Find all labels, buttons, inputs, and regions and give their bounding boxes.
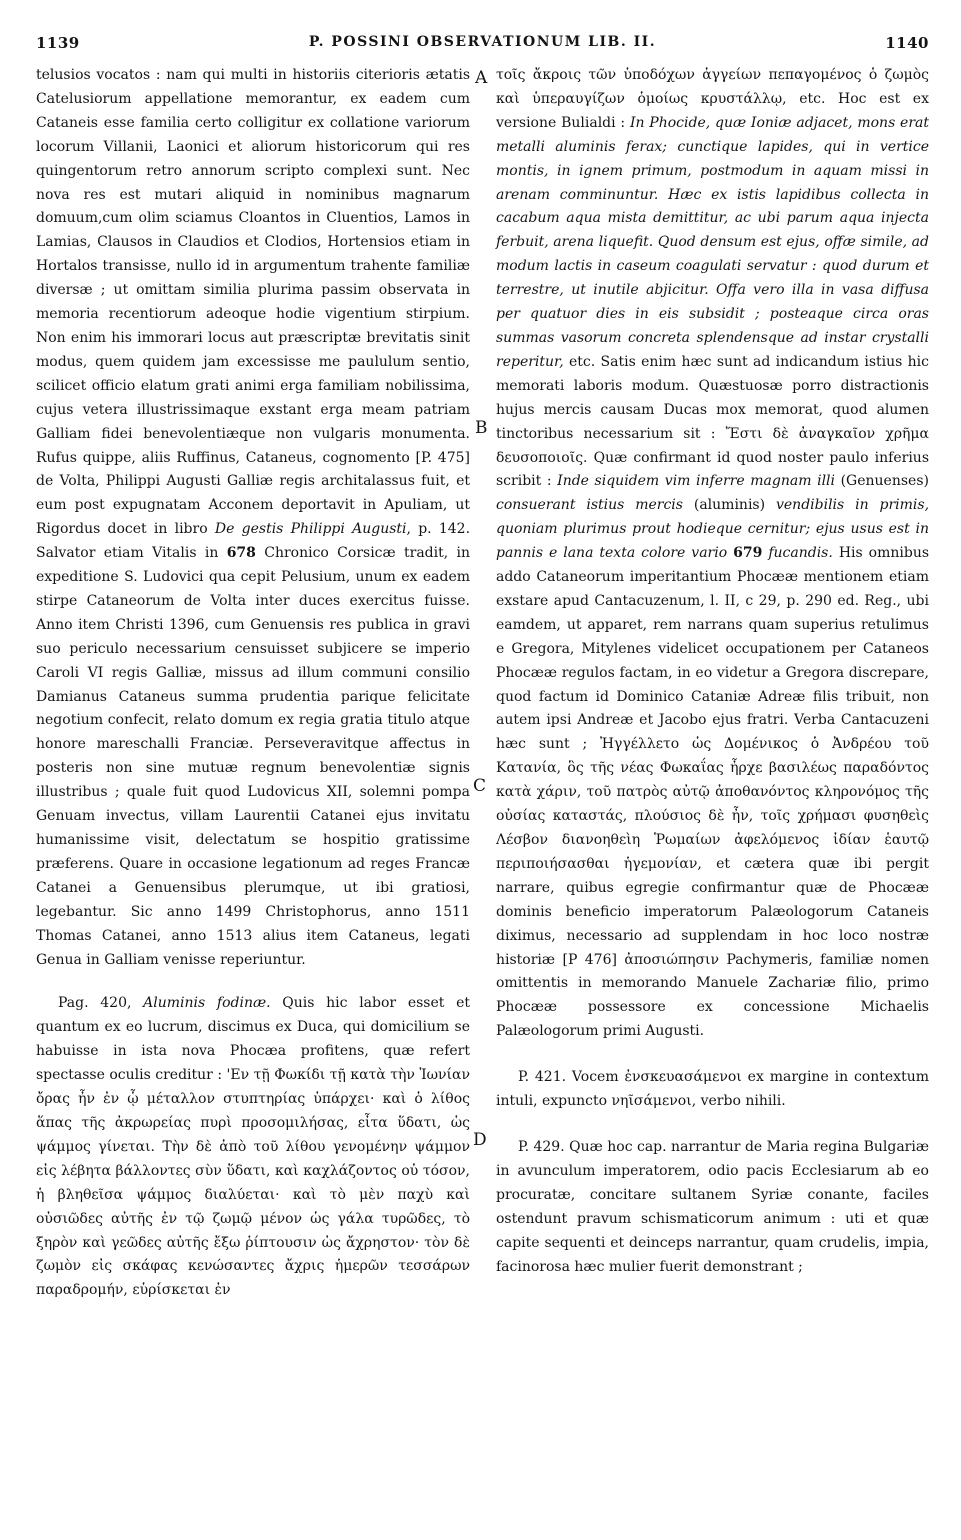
paragraph-text: His omnibus addo Cataneorum imperitantium Phocææ mentionem etiam exstare apud Cantacuzenum, l. II, c 29, p. 290 ed. Reg., ubi eamdem, ut apparet, rem narrans quam superius retulimus e Gregora, Mitylenes videlicet occupationem per Cataneos Phocææ regulos factam, in eo videtur a Gregora discrepare, quod factum id Dominico Cataniæ Adreæ filis tribuit, non autem ipsi Andreæ et Jacobo ejus fratri. Verba Cantacuzeni hæc sunt ; Ἠγγέλλετο ὡς Δομένικος ὁ Ἀνδρέου τοῦ Κατανία, ὃς τῆς νέας Φωκαΐας ἦρχε βασιλέως παραδόντος κατὰ χάριν, τοῦ πατρὸς αὐτῷ ἀποθανόντος κληρονόμος τῆς οὐσίας καταστάς, πλούσιος δὲ ἦν, τοῖς χρήμασι φυσηθεὶς Λέσβον διανοηθεὶη Ῥωμαίων ἀφελόμενος ἰδίαν ἑαυτῷ περιποιήσασθαι ἡγεμονίαν, et cætera quæ ibi pergit narrare, quibus egregie confirmantur quæ de Phocææ dominis beneficio imperatorum Palæologorum Cataneis diximus, necessario ad supplendam in hoc loco nostræ historiæ [P 476] ἀποσιώπησιν Pachymeris, familiæ nomen omittentis in memorando Manuele Zachariæ filio, primo Phocææ possessore ex concessione Michaelis Palæologorum primi Augusti. xyxy=(496,545,930,1040)
paragraph-p421: P. 421. Vocem ἐνσκευασάμενοι ex margine in contextum intuli, expuncto νηῖσάμενοι, verbo nihili. xyxy=(496,1069,929,1110)
section-marker-a: A xyxy=(475,68,488,88)
section-marker-d: D xyxy=(473,1130,487,1150)
paragraph-text: Quis hic labor esset et quantum ex eo lucrum, discimus ex Duca, qui domicilium se habuisse in ista nova Phocæa profitens, quæ refert spectasse oculis creditur : 'Εν τῇ Φωκίδι τῇ κατὰ τὴν Ἰωνίαν ὄρας ἦν ἐν ᾧ μέταλλον στυπτηρίας ὑπάρχει· καὶ ὁ λίθος ἅπας τῆς ἀκρωρείας πυρὶ προσομιλήσας, εἶτα ὕδατι, ὡς ψάμμος γίνεται. Τὴν δὲ ἀπὸ τοῦ λίθου γενομένην ψάμμον εἰς λέβητα βάλλοντες σὺν ὕδατι, καὶ καχλάζοντος οὐ τόσον, ἡ βληθεῖσα ψάμμος διαλύεται· καὶ τὸ μὲν παχὺ καὶ οὐσιῶδες αὐτῆς ἐν τῷ ζωμῷ μένον ὡς γάλα τυρῶδες, τὸ ξηρὸν καὶ γεῶδες αὐτῆς ἔξω ῥίπτουσιν ὡς ἄχρηστον· τὸν δὲ ζωμὸν εἰς σκάφας κενώσαντες ἄχρις ἡμερῶν τεσσάρων παραδρομήν, εὑρίσκεται ἐν xyxy=(36,995,471,1299)
paragraph-text: (aluminis) xyxy=(693,497,766,514)
paragraph-cataneus xyxy=(36,64,470,972)
paragraph-alumen xyxy=(36,992,470,1303)
page-reference: Pag. 420, xyxy=(58,995,132,1012)
translation-quote: In Phocide, quæ Ioniæ adjacet, mons erat metalli aluminis ferax; cunctique lapides, qui in vertice montis, in ignem primum, postmodum in aquam missi in arenam comminuntur. Hæc ex istis lapidibus collecta in cacabum aqua mista demittitur, ac ubi parum aqua injecta ferbuit, arena liquefit. Quod densum est ejus, offæ simile, ad modum lactis in caseum coagulati servatur : quod durum et terrestre, ut inutile abjicitur. Offa vero illa in vasa diffusa per quatuor dies in eis subsidit ; posteaque circa oras summas vasorum concreta splendensque ad instar crystalli reperitur, xyxy=(496,114,930,370)
section-marker-b: B xyxy=(475,418,488,438)
right-column xyxy=(496,64,929,1279)
paragraph-text: Chronico Corsicæ tradit, in expeditione S. Ludovici qua cepit Pelusium, unum ex eadem stirpe Cataneorum de Volta inter duces exercitus fuisse. Anno item Christi 1396, cum Genuensis res publica in gravi suo periculo necessarium censuisset subjicere se imperio Caroli VI regis Galliæ, missus ad illum communi consilio Damianus Cataneus summa prudentia parique felicitate negotium confecit, relato domum ex regia gratia titulo atque honore mareschalli Franciæ. Perseveravitque affectus in posteris non sine mutuæ regnum benevolentiæ signis illustribus ; quale fuit quod Ludovicus XII, solemni pompa Genuam invectus, villam Laurentii Catanei ejus invitatu humanissime visit, delectatum se hospitio gratissime præferens. Quare in occasione legationum ad reges Francæ Catanei a Genuensibus plerumque, ut ibi gratiosi, legebantur. Sic anno 1499 Christophorus, anno 1511 Thomas Catanei, anno 1513 alius item Cataneus, legati Genua in Galliam venisse reperiuntur. xyxy=(36,545,471,968)
paragraph-p429: P. 429. Quæ hoc cap. narrantur de Maria regina Bulgariæ in avunculum imperatorem, odio pacis Ecclesiarum ab eo procuratæ, concitare sultanem Syriæ conante, faciles ostendunt pravum schismaticorum animum : uti et quæ capite sequenti et deinceps narrantur, quam crudelis, impia, facinorosa hæc mulier fuerit demonstrant ; xyxy=(496,1138,929,1275)
quote-text: consuerant istius mercis xyxy=(496,497,683,514)
paragraph-ducas xyxy=(496,64,929,1044)
lemma-heading: Aluminis fodinæ. xyxy=(143,995,271,1012)
left-page-number: 1139 xyxy=(36,34,80,52)
paragraph-text: telusios vocatos : nam qui multi in historiis citerioris ætatis Catelusiorum appellatione memorantur, ex eadem cum Cataneis esse familia certo colligitur ex collatione variorum locorum Villanii, Laonici et aliorum historicorum qui res quingentorum retro annorum scripto complexi sunt. Nec nova res est mutari aliquid in nominibus magnarum domuum,cum olim sciamus Cloantos in Cluentios, Lamos in Lamias, Clausos in Claudios et Clodios, Hortensios etiam in Hortalos transisse, nullo id in argumentum trahente familiæ diversæ ; ut omittam similia plurima passim observata in memoria recentiorum adeoque hodie vigentium stirpium. Non enim his immorari locus aut præscriptæ brevitatis sinit modus, quem quidem jam excessisse me paululum sentio, scilicet officio elatum grati animi erga familiam nobilissima, cujus vetera illustrissimaque exstant erga meam patriam Galliam fidei benevolentiæque non vulgaris monumenta. Rufus quippe, aliis Ruffinus, Cataneus, cognomento [P. 475] de Volta, Philippi Augusti Galliæ regis architalassus fuit, et eum post expugnatam Acconem deportavit in Apuliam, ut Rigordus docet in libro xyxy=(36,67,470,538)
running-title: P. POSSINI OBSERVATIONUM LIB. II. xyxy=(308,34,657,50)
quote-text: fucandis. xyxy=(768,545,833,562)
column-number: 679 xyxy=(733,545,763,562)
paragraph-text: τοῖς ἄκροις τῶν ὑποδόχων ἀγγείων πεπαγομένος ὁ ζωμὸς καὶ ὑπεραυγίζων ὁμοίως κρυστάλλῳ, etc. Hoc est ex versione Bulialdi : xyxy=(496,67,929,131)
paragraph-text: (Genuenses) xyxy=(840,473,929,490)
paragraph-text: etc. Satis enim hæc sunt ad indicandum istius hic memorati laboris modum. Quæstuosæ porro distractionis hujus mercis causam Ducas mox memorat, quod alumen tinctoribus necessarium sit : Ἔστι δὲ ἀναγκαῖον χρῆμα δευσοποιοῖς. Quæ confirmant id quod noster paulo inferius scribit : xyxy=(496,353,930,490)
right-page-number: 1140 xyxy=(885,34,929,52)
column-number: 678 xyxy=(226,545,256,562)
paragraph-text: , p. 142. Salvator etiam Vitalis in xyxy=(36,521,471,562)
page-header xyxy=(36,34,929,58)
section-marker-c: C xyxy=(473,776,487,796)
book-title: De gestis Philippi Augusti xyxy=(214,521,407,538)
quote-text: Inde siquidem vim inferre magnam illi xyxy=(557,473,835,490)
left-column xyxy=(36,64,470,1303)
quote-text: vendibilis in primis, quoniam plurimus prout hodieque cernitur; ejus usus est in pannis e lana texta colore vario xyxy=(496,497,930,562)
